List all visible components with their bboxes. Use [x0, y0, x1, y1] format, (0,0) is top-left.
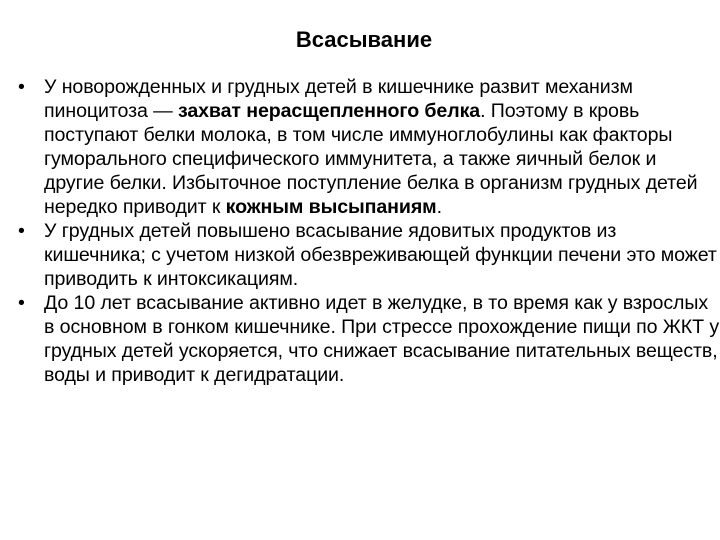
bullet-marker: •: [18, 292, 25, 314]
bullet-item-stomach-absorption: [18, 291, 720, 387]
bullet-item-toxic-absorption: [18, 219, 720, 291]
bold-phrase-skin-rash: кожным высыпаниям: [225, 196, 437, 218]
bullet-marker: •: [18, 76, 25, 98]
slide-title: Всасывание: [295, 27, 433, 52]
bullet-item-pinocytosis: [18, 75, 720, 219]
bullet-list: [18, 75, 720, 387]
bullet-text: У грудных детей повышено всасывание ядовитых продуктов из кишечника; с учетом низкой обезвреживающей функции печени это может приводить к интоксикациям.: [44, 220, 717, 290]
bullet-marker: •: [18, 220, 25, 242]
bullet-text: У новорожденных и грудных детей в кишечнике развит механизм пиноцитоза —: [44, 76, 633, 122]
bullet-text: . Поэтому в кровь поступают белки молока, в том числе иммуноглобулины как факторы гуморального специфического иммунитета, а также яичный белок и другие белки. Избыточное поступление белка в организм грудных детей нередко приводит к: [44, 100, 698, 218]
bullet-text: До 10 лет всасывание активно идет в желудке, в то время как у взрослых в основном в гонком кишечнике. При стрессе прохождение пищи по ЖКТ у грудных детей ускоряется, что снижает всасывание питательных веществ, воды и приводит к дегидратации.: [44, 292, 720, 386]
bold-phrase-protein-capture: захват нерасщепленного белка: [177, 100, 481, 122]
bullet-text: .: [436, 196, 442, 218]
